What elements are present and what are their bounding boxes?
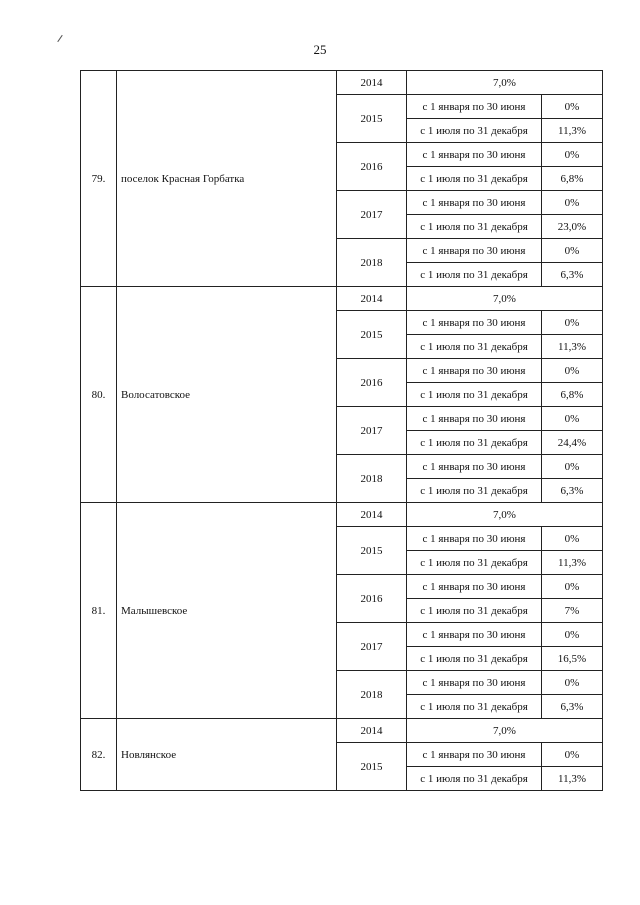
table-row: [81, 719, 603, 743]
period-cell: с 1 января по 30 июня: [407, 95, 542, 119]
year-cell: 2014: [337, 719, 407, 743]
period-cell: с 1 июля по 31 декабря: [407, 383, 542, 407]
rate-cell: 0%: [542, 311, 603, 335]
rate-cell: 11,3%: [542, 767, 603, 791]
period-cell: с 1 июля по 31 декабря: [407, 167, 542, 191]
rate-cell: 0%: [542, 575, 603, 599]
period-cell: с 1 января по 30 июня: [407, 455, 542, 479]
period-cell: с 1 июля по 31 декабря: [407, 551, 542, 575]
period-cell: с 1 января по 30 июня: [407, 239, 542, 263]
year-cell: 2017: [337, 191, 407, 239]
period-cell: с 1 июля по 31 декабря: [407, 479, 542, 503]
rate-cell: 0%: [542, 671, 603, 695]
tariff-table: [80, 70, 603, 791]
table-row: [81, 503, 603, 527]
rate-cell: 7,0%: [407, 503, 603, 527]
table-row: [81, 71, 603, 95]
rate-cell: 0%: [542, 455, 603, 479]
year-cell: 2018: [337, 239, 407, 287]
rate-cell: 0%: [542, 407, 603, 431]
rate-cell: 0%: [542, 527, 603, 551]
period-cell: с 1 января по 30 июня: [407, 311, 542, 335]
year-cell: 2017: [337, 623, 407, 671]
year-cell: 2018: [337, 455, 407, 503]
rate-cell: 7,0%: [407, 287, 603, 311]
row-number: 82.: [81, 719, 117, 791]
year-cell: 2015: [337, 311, 407, 359]
rate-cell: 11,3%: [542, 335, 603, 359]
period-cell: с 1 января по 30 июня: [407, 143, 542, 167]
period-cell: с 1 января по 30 июня: [407, 191, 542, 215]
row-number: 80.: [81, 287, 117, 503]
year-cell: 2017: [337, 407, 407, 455]
rate-cell: 24,4%: [542, 431, 603, 455]
settlement-name: поселок Красная Горбатка: [117, 71, 337, 287]
tariff-table-body: [81, 71, 603, 791]
rate-cell: 7%: [542, 599, 603, 623]
period-cell: с 1 июля по 31 декабря: [407, 119, 542, 143]
period-cell: с 1 июля по 31 декабря: [407, 215, 542, 239]
period-cell: с 1 января по 30 июня: [407, 743, 542, 767]
period-cell: с 1 января по 30 июня: [407, 575, 542, 599]
rate-cell: 6,3%: [542, 479, 603, 503]
rate-cell: 0%: [542, 743, 603, 767]
year-cell: 2015: [337, 743, 407, 791]
period-cell: с 1 января по 30 июня: [407, 407, 542, 431]
year-cell: 2014: [337, 287, 407, 311]
settlement-name: Малышевское: [117, 503, 337, 719]
rate-cell: 7,0%: [407, 719, 603, 743]
row-number: 79.: [81, 71, 117, 287]
period-cell: с 1 июля по 31 декабря: [407, 767, 542, 791]
rate-cell: 16,5%: [542, 647, 603, 671]
rate-cell: 23,0%: [542, 215, 603, 239]
period-cell: с 1 июля по 31 декабря: [407, 263, 542, 287]
period-cell: с 1 января по 30 июня: [407, 623, 542, 647]
period-cell: с 1 января по 30 июня: [407, 671, 542, 695]
period-cell: с 1 января по 30 июня: [407, 527, 542, 551]
year-cell: 2016: [337, 359, 407, 407]
period-cell: с 1 июля по 31 декабря: [407, 431, 542, 455]
rate-cell: 6,3%: [542, 695, 603, 719]
period-cell: с 1 июля по 31 декабря: [407, 335, 542, 359]
rate-cell: 6,3%: [542, 263, 603, 287]
period-cell: с 1 июля по 31 декабря: [407, 647, 542, 671]
rate-cell: 11,3%: [542, 119, 603, 143]
rate-cell: 0%: [542, 143, 603, 167]
period-cell: с 1 января по 30 июня: [407, 359, 542, 383]
year-cell: 2016: [337, 143, 407, 191]
period-cell: с 1 июля по 31 декабря: [407, 599, 542, 623]
rate-cell: 0%: [542, 359, 603, 383]
rate-cell: 7,0%: [407, 71, 603, 95]
rate-cell: 0%: [542, 95, 603, 119]
year-cell: 2014: [337, 71, 407, 95]
page-number: 25: [313, 42, 327, 57]
year-cell: 2014: [337, 503, 407, 527]
year-cell: 2015: [337, 527, 407, 575]
scan-mark: [57, 35, 62, 42]
year-cell: 2018: [337, 671, 407, 719]
year-cell: 2016: [337, 575, 407, 623]
period-cell: с 1 июля по 31 декабря: [407, 695, 542, 719]
rate-cell: 6,8%: [542, 383, 603, 407]
rate-cell: 11,3%: [542, 551, 603, 575]
settlement-name: Новлянское: [117, 719, 337, 791]
year-cell: 2015: [337, 95, 407, 143]
rate-cell: 0%: [542, 623, 603, 647]
rate-cell: 0%: [542, 191, 603, 215]
rate-cell: 6,8%: [542, 167, 603, 191]
row-number: 81.: [81, 503, 117, 719]
rate-cell: 0%: [542, 239, 603, 263]
settlement-name: Волосатовское: [117, 287, 337, 503]
table-row: [81, 287, 603, 311]
